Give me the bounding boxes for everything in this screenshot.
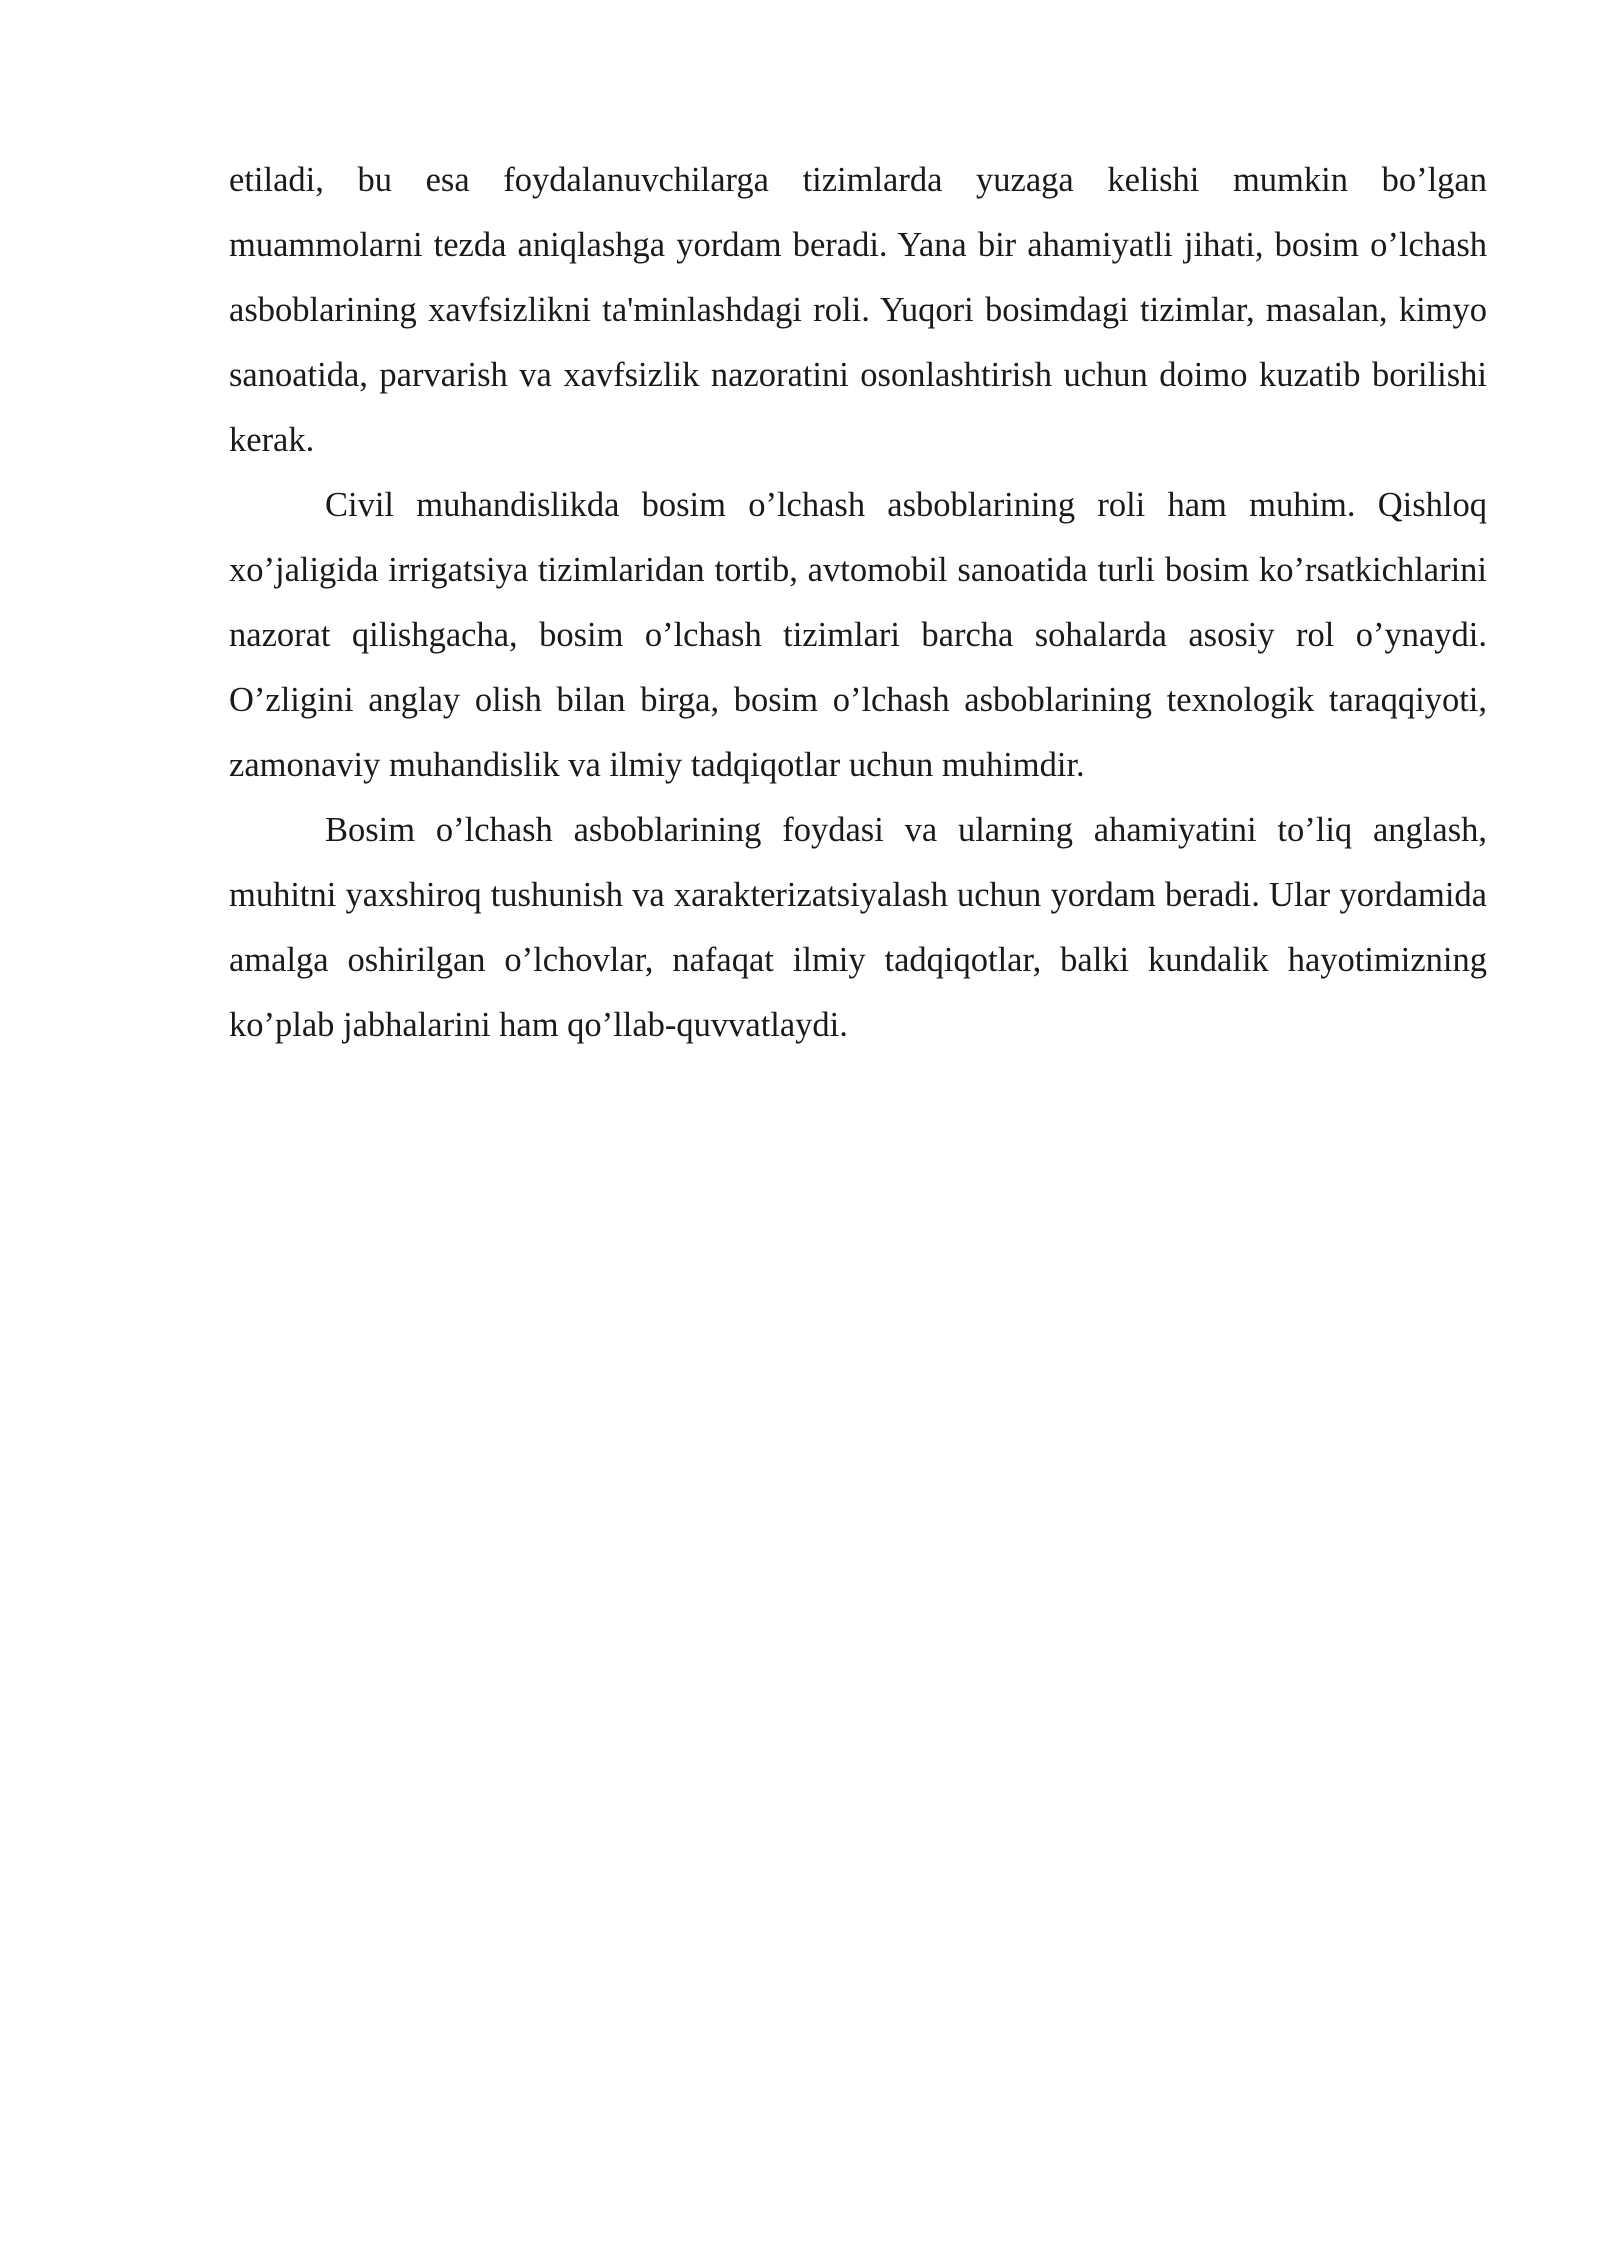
body-text [229, 148, 1487, 1058]
paragraph-conclusion: Bosim o’lchash asboblarining foydasi va ularning ahamiyatini to’liq anglash, muhitni yaxshiroq tushunish va xarakterizatsiyalash uchun yordam beradi. Ular yordamida amalga oshirilgan o’lchovlar, nafaqat ilmiy tadqiqotlar, balki kundalik hayotimizning ko’plab jabhalarini ham qo’llab-quvvatlaydi. [229, 811, 1487, 1044]
paragraph-continued: etiladi, bu esa foydalanuvchilarga tizimlarda yuzaga kelishi mumkin bo’lgan muammolarni tezda aniqlashga yordam beradi. Yana bir ahamiyatli jihati, bosim o’lchash asboblarining xavfsizlikni ta'minlashdagi roli. Yuqori bosimdagi tizimlar, masalan, kimyo sanoatida, parvarish va xavfsizlik nazoratini osonlashtirish uchun doimo kuzatib borilishi kerak. [229, 161, 1487, 459]
paragraph-civil-engineering: Civil muhandislikda bosim o’lchash asboblarining roli ham muhim. Qishloq xo’jaligida irrigatsiya tizimlaridan tortib, avtomobil sanoatida turli bosim ko’rsatkichlarini nazorat qilishgacha, bosim o’lchash tizimlari barcha sohalarda asosiy rol o’ynaydi. O’zligini anglay olish bilan birga, bosim o’lchash asboblarining texnologik taraqqiyoti, zamonaviy muhandislik va ilmiy tadqiqotlar uchun muhimdir. [229, 486, 1487, 784]
